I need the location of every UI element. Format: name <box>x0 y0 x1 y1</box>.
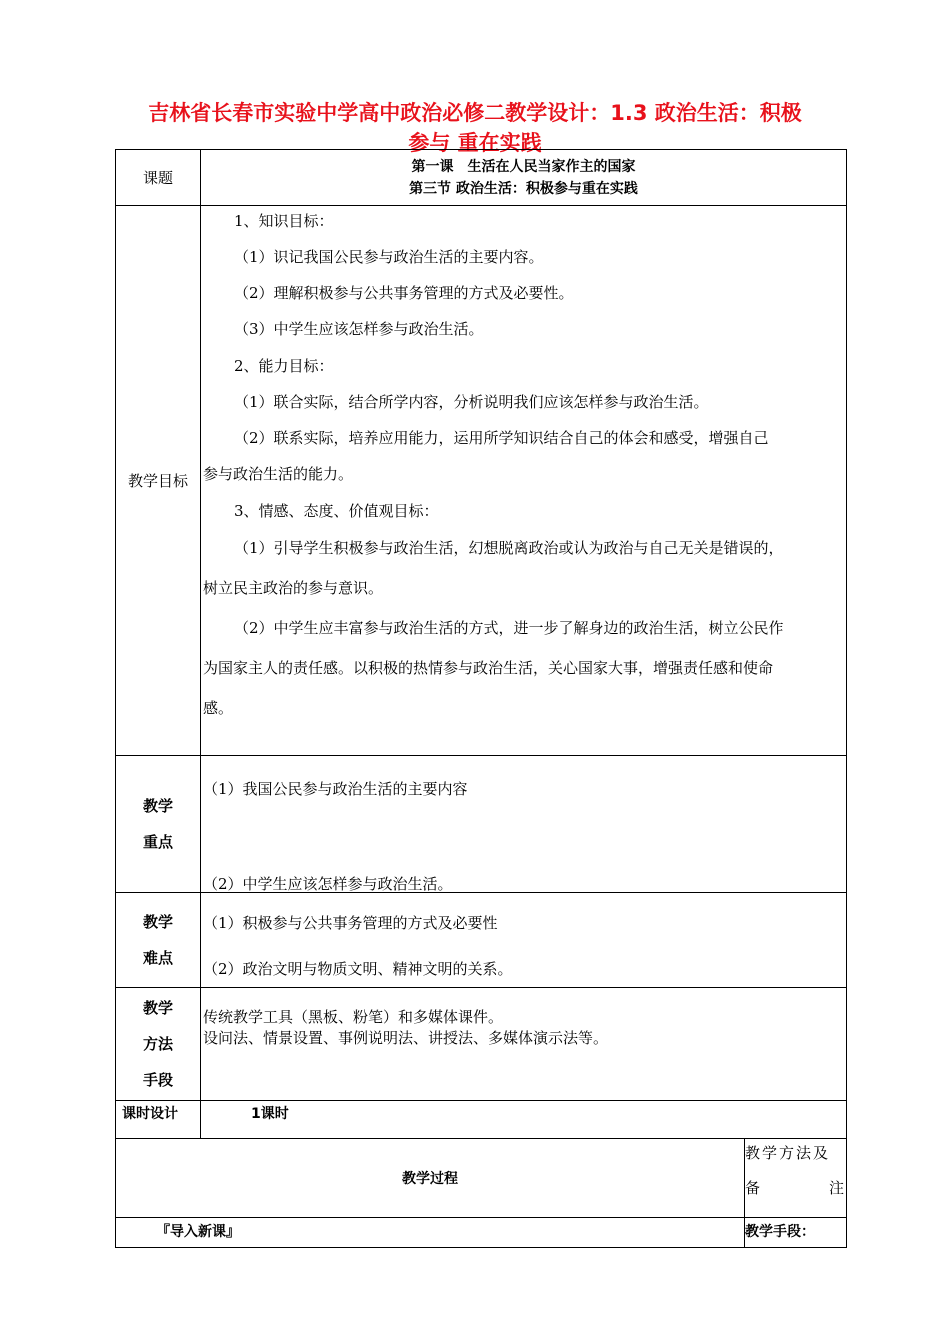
emotion-item-1-line-2: 树立民主政治的参与意识。 <box>203 579 384 597</box>
goals-label: 教学目标 <box>116 206 201 756</box>
key-points-content <box>201 756 847 893</box>
topic-line-1: 第一课 生活在人民当家作主的国家 <box>411 158 636 175</box>
key-item-2: （2）中学生应该怎样参与政治生活。 <box>203 875 453 893</box>
method-label-c: 手段 <box>142 1071 173 1089</box>
emotion-item-2-line-2: 为国家主人的责任感。以积极的热情参与政治生活，关心国家大事，增强责任感和使命 <box>203 659 774 677</box>
process-note-line-2a: 备 <box>745 1179 763 1197</box>
ability-item-2-line-1: （2）联系实际，培养应用能力，运用所学知识结合自己的体会和感受，增强自己 <box>234 429 769 447</box>
process-note-line-2b: 注 <box>829 1179 847 1197</box>
ability-heading: 2、能力目标： <box>234 357 334 375</box>
key-points-label <box>116 756 201 893</box>
ability-item-1: （1）联合实际，结合所学内容，分析说明我们应该怎样参与政治生活。 <box>234 393 709 411</box>
key-points-row <box>116 756 847 893</box>
ability-item-2-line-2: 参与政治生活的能力。 <box>203 465 354 483</box>
knowledge-heading: 1、知识目标： <box>234 212 334 230</box>
difficult-item-1: （1）积极参与公共事务管理的方式及必要性 <box>203 914 498 932</box>
emotion-item-2-line-3: 感。 <box>203 699 234 717</box>
methods-content <box>201 988 847 1101</box>
title-line-1: 吉林省长春市实验中学高中政治必修二教学设计：1.3 政治生活：积极 <box>148 101 802 125</box>
difficult-points-row <box>116 893 847 988</box>
goals-content <box>201 206 847 756</box>
topic-row <box>116 150 847 206</box>
key-item-1: （1）我国公民参与政治生活的主要内容 <box>203 780 468 798</box>
emotion-item-1-line-1: （1）引导学生积极参与政治生活，幻想脱离政治或认为政治与自己无关是错误的， <box>234 539 784 557</box>
difficult-points-label <box>116 893 201 988</box>
key-label-b: 重点 <box>142 833 173 851</box>
difficult-item-2: （2）政治文明与物质文明、精神文明的关系。 <box>203 960 513 978</box>
topic-line-2: 第三节 政治生活：积极参与重在实践 <box>409 180 638 197</box>
intro-label: 『导入新课』 <box>116 1218 745 1248</box>
methods-row <box>116 988 847 1101</box>
method-line-1: 传统教学工具（黑板、粉笔）和多媒体课件。 <box>203 1008 504 1026</box>
intro-means: 教学手段： <box>745 1218 847 1248</box>
period-label: 课时设计 <box>116 1101 201 1139</box>
knowledge-item-1: （1）识记我国公民参与政治生活的主要内容。 <box>234 248 544 266</box>
knowledge-item-3: （3）中学生应该怎样参与政治生活。 <box>234 320 484 338</box>
method-line-2: 设问法、情景设置、事例说明法、讲授法、多媒体演示法等。 <box>203 1029 609 1047</box>
process-row <box>116 1139 847 1218</box>
difficult-points-content <box>201 893 847 988</box>
methods-label <box>116 988 201 1101</box>
period-value: 1课时 <box>201 1101 847 1139</box>
period-row <box>116 1101 847 1139</box>
method-label-b: 方法 <box>142 1035 173 1053</box>
process-note-line-1: 教学方法及 <box>745 1144 831 1162</box>
topic-label: 课题 <box>116 150 201 206</box>
process-label: 教学过程 <box>116 1139 745 1218</box>
method-label-a: 教学 <box>142 999 173 1017</box>
difficult-label-a: 教学 <box>142 913 173 931</box>
lesson-plan-table <box>115 149 847 1248</box>
key-label-a: 教学 <box>142 797 173 815</box>
emotion-item-2-line-1: （2）中学生应丰富参与政治生活的方式，进一步了解身边的政治生活，树立公民作 <box>234 619 784 637</box>
intro-row <box>116 1218 847 1248</box>
difficult-label-b: 难点 <box>142 949 173 967</box>
goals-row <box>116 206 847 756</box>
emotion-heading: 3、情感、态度、价值观目标： <box>234 502 439 520</box>
knowledge-item-2: （2）理解积极参与公共事务管理的方式及必要性。 <box>234 284 574 302</box>
process-note <box>745 1139 847 1218</box>
topic-content <box>201 150 847 206</box>
title-line-2: 参与 重在实践 <box>408 131 542 155</box>
